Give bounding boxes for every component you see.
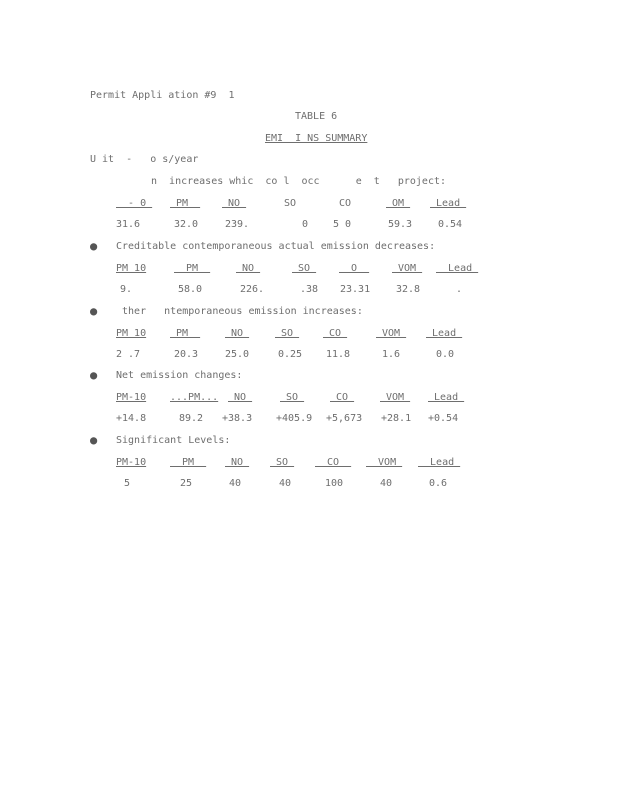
value-cell: 100 bbox=[325, 478, 344, 489]
column-header: PM-10 bbox=[116, 457, 147, 468]
column-header: Lead bbox=[430, 198, 467, 209]
value-cell: 0.54 bbox=[438, 219, 463, 230]
bullet-icon: ● bbox=[90, 368, 98, 382]
value-cell: 59.3 bbox=[388, 219, 413, 230]
table-number: TABLE 6 bbox=[295, 111, 338, 122]
value-cell: 89.2 bbox=[179, 413, 204, 424]
value-cell: 32.8 bbox=[396, 284, 421, 295]
section2-header-row bbox=[0, 263, 618, 275]
value-cell: 40 bbox=[380, 478, 393, 489]
value-cell: 0.0 bbox=[436, 349, 455, 360]
section3-heading: ther ntemporaneous emission increases: bbox=[116, 306, 363, 317]
column-header: VOM bbox=[376, 328, 407, 339]
column-header: PM bbox=[170, 198, 201, 209]
value-cell: +405.9 bbox=[276, 413, 313, 424]
column-header: NO bbox=[225, 328, 250, 339]
units-line: U it - o s/year bbox=[90, 154, 199, 165]
column-header: CO bbox=[315, 457, 352, 468]
value-cell: . bbox=[456, 284, 463, 295]
value-cell: 58.0 bbox=[178, 284, 203, 295]
table-title: EMI I NS SUMMARY bbox=[265, 133, 368, 144]
section3-value-row bbox=[0, 349, 618, 361]
column-header: Lead bbox=[428, 392, 465, 403]
column-header: Lead bbox=[426, 328, 463, 339]
section4-value-row bbox=[0, 413, 618, 425]
section1-heading: n increases whic co l occ e t project: bbox=[151, 176, 447, 187]
permit-application-line: Permit Appli ation #9 1 bbox=[90, 90, 235, 101]
column-header: NO bbox=[225, 457, 250, 468]
column-header: VOM bbox=[366, 457, 403, 468]
value-cell: +14.8 bbox=[116, 413, 147, 424]
column-header: CO bbox=[323, 328, 348, 339]
value-cell: 40 bbox=[279, 478, 292, 489]
section4-header-row bbox=[0, 392, 618, 404]
value-cell: 239. bbox=[225, 219, 250, 230]
value-cell: 23.31 bbox=[340, 284, 371, 295]
value-cell: 1.6 bbox=[382, 349, 401, 360]
column-header: PM 10 bbox=[116, 263, 147, 274]
value-cell: +28.1 bbox=[381, 413, 412, 424]
section5-header-row bbox=[0, 457, 618, 469]
value-cell: 20.3 bbox=[174, 349, 199, 360]
value-cell: +5,673 bbox=[326, 413, 363, 424]
column-header: NO bbox=[236, 263, 261, 274]
value-cell: 2 .7 bbox=[116, 349, 141, 360]
column-header: O bbox=[339, 263, 370, 274]
column-header: SO bbox=[292, 263, 317, 274]
value-cell: 31.6 bbox=[116, 219, 141, 230]
section1-header-row bbox=[0, 198, 618, 210]
column-header: PM-10 bbox=[116, 392, 147, 403]
value-cell: +38.3 bbox=[222, 413, 253, 424]
value-cell: 0.6 bbox=[429, 478, 448, 489]
column-header: VOM bbox=[392, 263, 423, 274]
column-header: PM bbox=[174, 263, 211, 274]
column-header: SO bbox=[280, 392, 305, 403]
section1-value-row bbox=[0, 219, 618, 231]
value-cell: 11.8 bbox=[326, 349, 351, 360]
value-cell: 40 bbox=[229, 478, 242, 489]
column-header: CO bbox=[330, 392, 355, 403]
value-cell: 9. bbox=[120, 284, 133, 295]
value-cell: .38 bbox=[300, 284, 319, 295]
column-header: SO bbox=[278, 198, 303, 209]
value-cell: 0.25 bbox=[278, 349, 303, 360]
column-header: CO bbox=[333, 198, 358, 209]
column-header: OM bbox=[386, 198, 411, 209]
column-header: PM bbox=[170, 328, 201, 339]
section5-heading: Significant Levels: bbox=[116, 435, 231, 446]
column-header: PM bbox=[170, 457, 207, 468]
column-header: NO bbox=[228, 392, 253, 403]
bullet-icon: ● bbox=[90, 239, 98, 253]
section2-heading: Creditable contemporaneous actual emission decreases: bbox=[116, 241, 436, 252]
value-cell: 226. bbox=[240, 284, 265, 295]
column-header: ...PM... bbox=[170, 392, 219, 403]
column-header: SO bbox=[270, 457, 295, 468]
bullet-icon: ● bbox=[90, 304, 98, 318]
column-header: SO bbox=[275, 328, 300, 339]
value-cell: 32.0 bbox=[174, 219, 199, 230]
section2-value-row bbox=[0, 284, 618, 296]
section4-heading: Net emission changes: bbox=[116, 370, 243, 381]
column-header: NO bbox=[222, 198, 247, 209]
section5-value-row bbox=[0, 478, 618, 490]
column-header: Lead bbox=[418, 457, 461, 468]
column-header: VOM bbox=[380, 392, 411, 403]
value-cell: 5 0 bbox=[333, 219, 352, 230]
value-cell: 25.0 bbox=[225, 349, 250, 360]
value-cell: 5 bbox=[124, 478, 131, 489]
column-header: Lead bbox=[436, 263, 479, 274]
section3-header-row bbox=[0, 328, 618, 340]
value-cell: +0.54 bbox=[428, 413, 459, 424]
bullet-icon: ● bbox=[90, 433, 98, 447]
column-header: PM 10 bbox=[116, 328, 147, 339]
value-cell: 25 bbox=[180, 478, 193, 489]
value-cell: 0 bbox=[302, 219, 309, 230]
column-header: - 0 bbox=[116, 198, 153, 209]
